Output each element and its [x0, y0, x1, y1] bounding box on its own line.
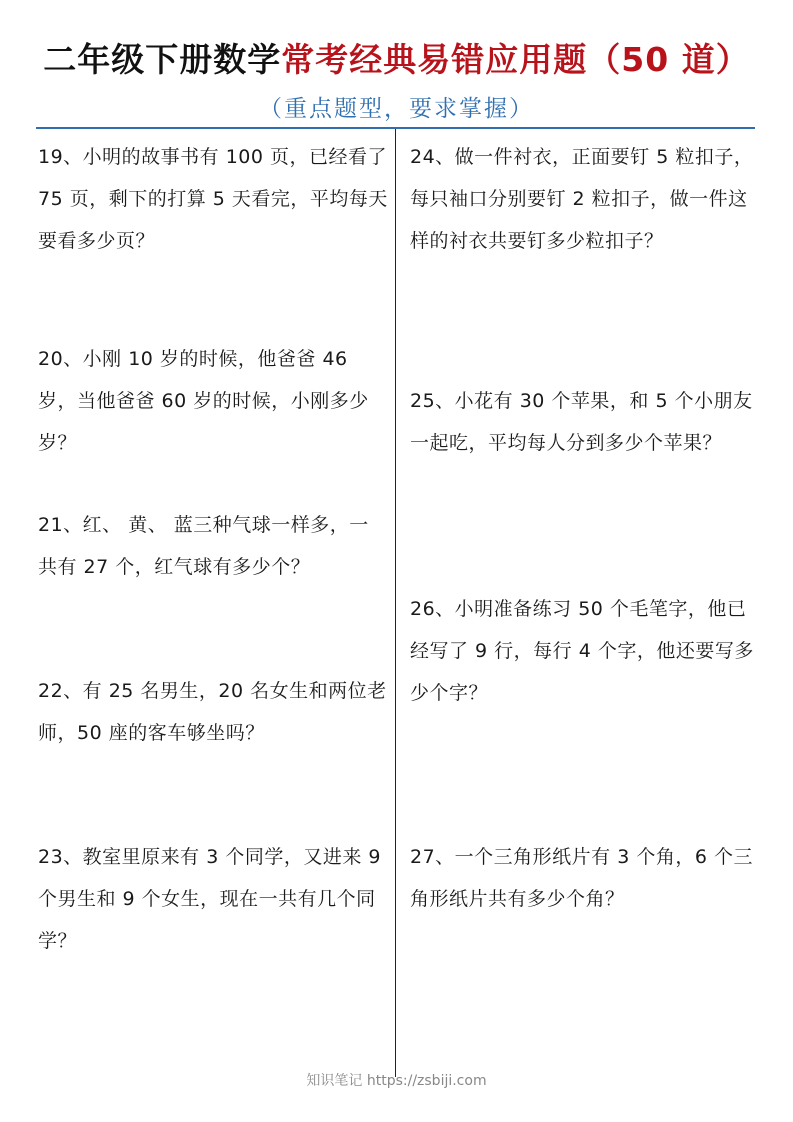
- question-21: 21、红、 黄、 蓝三种气球一样多，一共有 27 个，红气球有多少个？: [38, 514, 369, 578]
- footer-watermark: 知识笔记 https://zsbiji.com: [306, 1073, 487, 1089]
- column-divider: [395, 129, 396, 1077]
- question-26: 26、小明准备练习 50 个毛笔字，他已经写了 9 行，每行 4 个字，他还要写多少个字？: [410, 598, 754, 704]
- question-20: 20、小刚 10 岁的时候，他爸爸 46 岁，当他爸爸 60 岁的时候，小刚多少岁？: [38, 348, 369, 454]
- page-title: [0, 34, 793, 81]
- question-22: 22、有 25 名男生，20 名女生和两位老师，50 座的客车够坐吗？: [38, 680, 387, 744]
- title-topic: 常考经典易错应用题（50 道）: [281, 40, 750, 79]
- question-25: 25、小花有 30 个苹果，和 5 个小朋友一起吃，平均每人分到多少个苹果？: [410, 390, 753, 454]
- question-23: 23、教室里原来有 3 个同学，又进来 9 个男生和 9 个女生，现在一共有几个同学？: [38, 846, 381, 952]
- question-27: 27、一个三角形纸片有 3 个角，6 个三角形纸片共有多少个角？: [410, 846, 753, 910]
- page-subtitle: （重点题型，要求掌握）: [259, 96, 534, 122]
- title-grade: 二年级下册数学: [43, 40, 282, 79]
- question-19: 19、小明的故事书有 100 页，已经看了 75 页，剩下的打算 5 天看完，平均每天要看多少页？: [38, 146, 388, 252]
- question-24: 24、做一件衬衣，正面要钉 5 粒扣子，每只袖口分别要钉 2 粒扣子，做一件这样的衬衣共要钉多少粒扣子？: [410, 146, 754, 252]
